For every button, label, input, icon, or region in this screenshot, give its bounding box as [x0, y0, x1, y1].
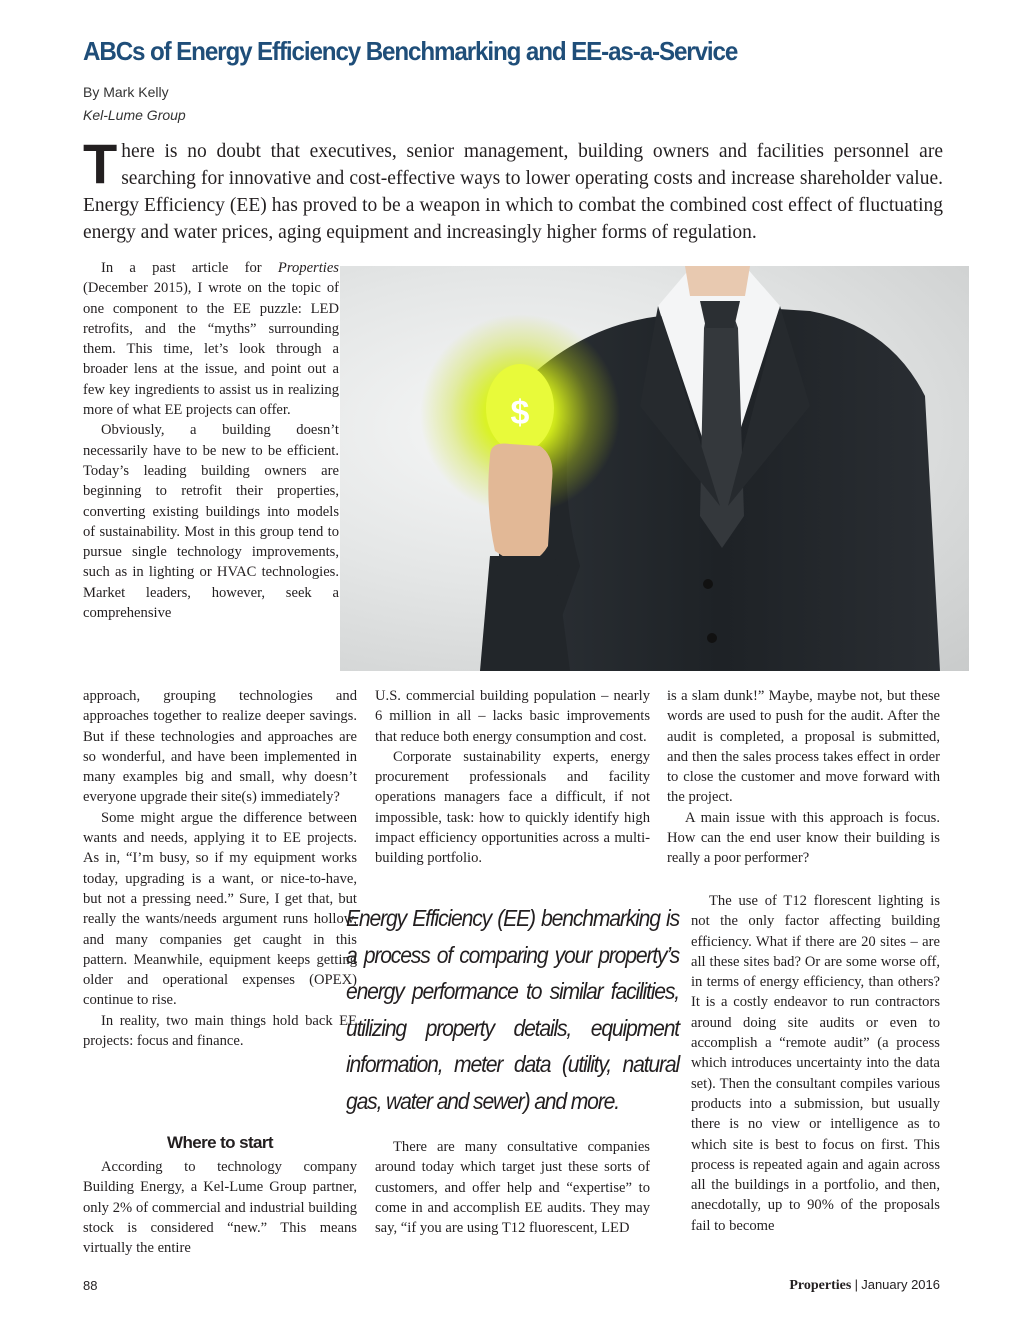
jacket-button	[703, 579, 713, 589]
paragraph-continued: U.S. commercial building population – nearly 6 million in all – lacks basic improvements that reduce both energy consumption and cost.	[375, 688, 650, 745]
column-1-section	[83, 1157, 357, 1258]
column-1-upper	[83, 258, 339, 623]
necktie	[700, 314, 744, 548]
author-organization: Kel-Lume Group	[83, 107, 186, 123]
neck	[685, 266, 750, 296]
lead-paragraph	[83, 132, 943, 246]
column-3-lower	[691, 891, 940, 1236]
jacket-sleeve	[480, 556, 570, 671]
magazine-name: Properties	[789, 1278, 852, 1293]
businessman-lightbulb-photo	[340, 266, 969, 671]
text-run: (December 2015), I wrote on the topic of one component to the EE puzzle: LED retrofits, and the “myths” surrounding them. This time, let’s look through a broader lens at the issue, and point out a few key ingredients to assist us in realizing more of what EE projects can offer.	[83, 280, 339, 419]
paragraph: In reality, two main things hold back EE projects: focus and finance.	[83, 1012, 357, 1050]
subhead: Where to start	[167, 1133, 273, 1152]
paragraph: The use of T12 florescent lighting is not the only factor affecting building efficiency. What if there are 20 sites – are all these sites bad? Or are some worse off, in terms of energy efficiency, than others? It is a costly endeavor to run contractors around doing site audits or even to accomplish a “remote audit” (a process which introduces uncertainty into the data set). Then the consultant compiles various products into a submission, but usually there is no view or intelligence as to which site is best to focus on first. This process is repeated again and again across all the buildings in a portfolio, and then, anecdotally, up to 90% of the proposals fail to become	[691, 893, 940, 1234]
article-title: ABCs of Energy Efficiency Benchmarking and EE-as-a-Service	[83, 36, 738, 66]
paragraph-continued: approach, grouping technologies and approaches together to realize deeper savings. But if these technologies and approaches are so wonderful, and have been implemented in many examples big and small, why doesn’t everyone upgrade their site(s) immediately?	[83, 688, 357, 806]
drop-cap: T	[83, 132, 118, 195]
column-2-upper	[375, 686, 650, 869]
text-run: In a past article for	[101, 260, 278, 276]
issue-date: January 2016	[861, 1277, 940, 1292]
pull-quote: Energy Efficiency (EE) benchmarking is a process of comparing your property’s energy performance to similar facilities, utilizing property details, equipment information, meter data (utility, natural gas, water and sewer) and more.	[346, 905, 679, 1114]
footer-publication	[789, 1277, 940, 1294]
paragraph: A main issue with this approach is focus. How can the end user know their building is really a poor performer?	[667, 809, 940, 867]
paragraph: Corporate sustainability experts, energy procurement professionals and facility operations managers face a difficult, if not impossible, task: how to quickly identify high impact efficiency opportunities across a multi-building portfolio.	[375, 748, 650, 867]
bulb-dollar-sign: $	[510, 394, 530, 432]
paragraph	[83, 258, 339, 420]
paragraph: According to technology company Building Energy, a Kel-Lume Group partner, only 2% of commercial and industrial building stock is considered “new.” This means virtually the entire	[83, 1159, 357, 1257]
holding-hand	[488, 444, 552, 565]
byline: By Mark Kelly	[83, 84, 169, 100]
tie-knot	[700, 301, 740, 328]
jacket-button	[707, 633, 717, 643]
magazine-name-italic: Properties	[277, 260, 339, 276]
page-number: 88	[83, 1278, 98, 1293]
column-2-lower	[375, 1137, 650, 1238]
footer-separator: |	[854, 1277, 858, 1292]
paragraph-continued: is a slam dunk!” Maybe, maybe not, but these words are used to push for the audit. After the audit is completed, a proposal is submitted, and then the sales process takes effect in order to close the customer and move forward with the project.	[667, 688, 940, 806]
paragraph: Some might argue the difference between wants and needs, applying it to EE projects. As in, “I’m busy, so if my equipment works today, upgrading is a want, or nice-to-have, but not a pressing need.” Sure, I get that, but really the wants/needs argument runs hollow, and many companies get caught in this pattern. Meanwhile, equipment keeps getting older and operational expenses (OPEX) continue to rise.	[83, 809, 357, 1009]
photo-illustration	[340, 266, 969, 671]
paragraph: Obviously, a building doesn’t necessarily have to be new to be efficient. Today’s leading building owners are beginning to retrofit their properties, converting existing buildings into models of sustainability. Most in this group tend to pursue single technology improvements, such as in lighting or HVAC technologies. Market leaders, however, seek a comprehensive	[83, 422, 339, 622]
paragraph: There are many consultative companies around today which target just these sorts of customers, and offer help and “expertise” to come in and accomplish EE audits. They may say, “if you are using T12 fluorescent, LED	[375, 1139, 650, 1237]
lead-text: here is no doubt that executives, senior management, building owners and facilities personnel are searching for innovative and cost-effective ways to lower operating costs and increase shareholder value. Energy Efficiency (EE) has proved to be a weapon in which to combat the combined cost effect of fluctuating energy and water prices, aging equipment and increasingly higher forms of regulation.	[83, 141, 943, 243]
column-3-upper	[667, 686, 940, 869]
column-1-lower	[83, 686, 357, 1051]
